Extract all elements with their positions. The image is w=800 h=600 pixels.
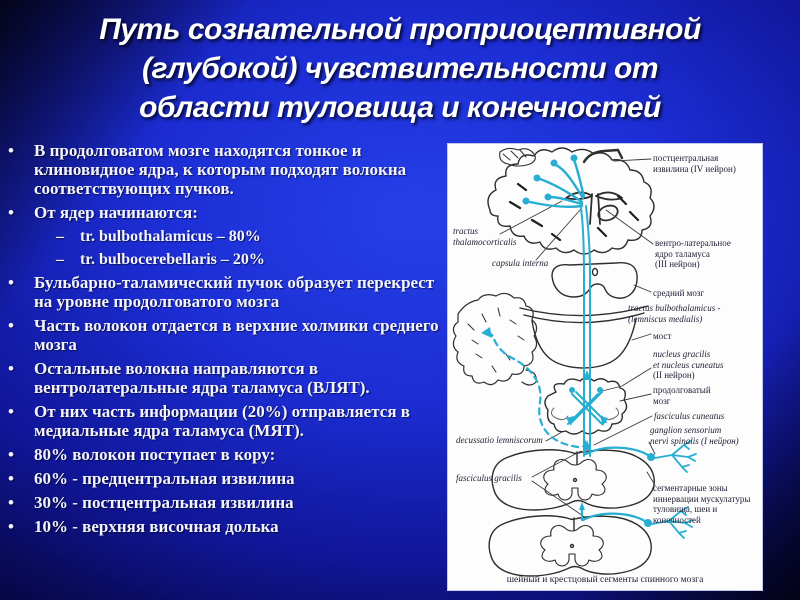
bullet-text: 30% - постцентральная извилина	[34, 493, 294, 512]
label-line: туловища, шеи и	[653, 504, 718, 514]
bullet-text: tr. bulbothalamicus – 80%	[80, 228, 261, 245]
label-medulla-oblongata	[653, 385, 711, 406]
bullet-text: 10% - верхняя височная долька	[34, 517, 279, 536]
bullet-item	[8, 402, 446, 440]
bullet-item	[8, 359, 446, 397]
bullet-text: От них часть информации (20%) отправляется в медиальные ядра таламуса (МЯТ).	[34, 402, 410, 440]
diagram-caption: шейный и крестцовый сегменты спинного мозга	[506, 575, 704, 585]
label-line: thalamocorticalis	[453, 236, 517, 247]
label-line: сегментарные зоны	[653, 483, 728, 493]
bullet-text: tr. bulbocerebellaris – 20%	[80, 251, 265, 268]
label-line: (II нейрон)	[653, 370, 695, 380]
label-thalamocortical-tract	[453, 226, 517, 247]
bullet-item	[8, 445, 446, 464]
label-line: nucleus gracilis	[653, 349, 711, 359]
label-line: постцентральная	[653, 153, 719, 163]
label-line: fasciculus gracilis	[456, 473, 522, 483]
slide-title-line: (глубокой) чувствительности от	[141, 52, 659, 85]
bullet-text: Бульбарно-таламический пучок образует перекрест на уровне продолговатого мозга	[34, 273, 435, 311]
bullet-list	[8, 141, 446, 541]
label-line: продолговатый	[653, 385, 711, 395]
bullet-glyph: •	[8, 493, 14, 512]
slide-title	[0, 10, 800, 127]
label-fasciculus-cuneatus	[654, 411, 724, 422]
label-line: ganglion sensorium	[650, 425, 722, 435]
label-line: et nucleus cuneatus	[653, 359, 724, 370]
label-line: nervi spinalis (I нейрон)	[650, 435, 739, 446]
bullet-text: Остальные волокна направляются в вентролатеральные ядра таламуса (ВЛЯТ).	[34, 359, 370, 397]
bullet-glyph: •	[8, 359, 14, 378]
label-line: tractus bulbothalamicus -	[628, 303, 721, 313]
label-ventrolateral-thalamic-nucleus	[655, 238, 731, 270]
bullet-item	[8, 227, 446, 246]
label-line: (lemniscus medialis)	[628, 313, 703, 324]
label-line: средний мозг	[653, 288, 705, 298]
bullet-glyph: •	[8, 402, 14, 421]
label-line: ядро таламуса	[655, 248, 710, 259]
bullet-glyph: •	[8, 445, 14, 464]
bullet-glyph: –	[56, 228, 64, 245]
bullet-text: От ядер начинаются:	[34, 203, 198, 222]
label-spinal-ganglion	[650, 425, 739, 446]
label-line: мост	[653, 331, 672, 341]
bullet-glyph: •	[8, 273, 14, 292]
label-line: fasciculus cuneatus	[654, 411, 725, 421]
decussation-fibers	[568, 392, 606, 424]
label-line: вентро-латеральное	[655, 238, 731, 248]
label-line: иннервации мускулатуры	[653, 493, 751, 504]
bullet-text: 80% волокон поступает в кору:	[34, 445, 276, 464]
bullet-text: Часть волокон отдается в верхние холмики среднего мозга	[34, 316, 439, 354]
label-fasciculus-gracilis	[456, 473, 522, 484]
label-segmental-zones	[653, 483, 750, 525]
bullet-item	[8, 141, 446, 198]
bullet-item	[8, 517, 446, 536]
label-pons	[653, 331, 671, 342]
bullet-item	[8, 469, 446, 488]
cortical-neuron-dots	[523, 155, 578, 205]
label-line: мозг	[653, 395, 671, 406]
label-line: (III нейрон)	[655, 259, 700, 269]
label-postcentral-gyrus	[653, 153, 736, 174]
label-line: decussatio lemniscorum	[456, 435, 543, 445]
bullet-glyph: •	[8, 469, 14, 488]
bullet-item	[8, 273, 446, 311]
bulbocerebellar-dashed-tract	[486, 330, 578, 447]
label-line: capsula interna	[492, 258, 549, 268]
bullet-text: В продолговатом мозге находятся тонкое и клиновидное ядра, к которым подходят волокна соответствующих пучков.	[34, 141, 407, 198]
label-midbrain	[653, 288, 704, 299]
label-bulbothalamic-tract	[628, 303, 721, 324]
label-line: tractus	[453, 226, 479, 236]
bullet-item	[8, 493, 446, 512]
label-capsula-interna	[492, 258, 548, 269]
brain-line-art	[453, 148, 655, 576]
label-gracile-cuneate-nuclei	[653, 349, 723, 381]
bullet-glyph: –	[56, 251, 64, 268]
bullet-glyph: •	[8, 141, 14, 160]
label-decussatio-lemniscorum	[456, 435, 543, 446]
anatomy-diagram	[447, 143, 763, 591]
bullet-item	[8, 316, 446, 354]
bullet-item	[8, 203, 446, 222]
slide-title-line: Путь сознательной проприоцептивной	[99, 13, 701, 46]
bullet-item	[8, 250, 446, 269]
label-line: конечностей	[653, 514, 701, 525]
bullet-glyph: •	[8, 203, 14, 222]
gracile-cuneate-nuclei-dots	[569, 387, 603, 393]
slide-title-line: области туловища и конечностей	[139, 91, 661, 124]
bullet-text: 60% - предцентральная извилина	[34, 469, 295, 488]
bullet-glyph: •	[8, 316, 14, 335]
label-line: извилина (IV нейрон)	[653, 163, 736, 174]
bullet-glyph: •	[8, 517, 14, 536]
sulci-marks	[510, 184, 638, 240]
